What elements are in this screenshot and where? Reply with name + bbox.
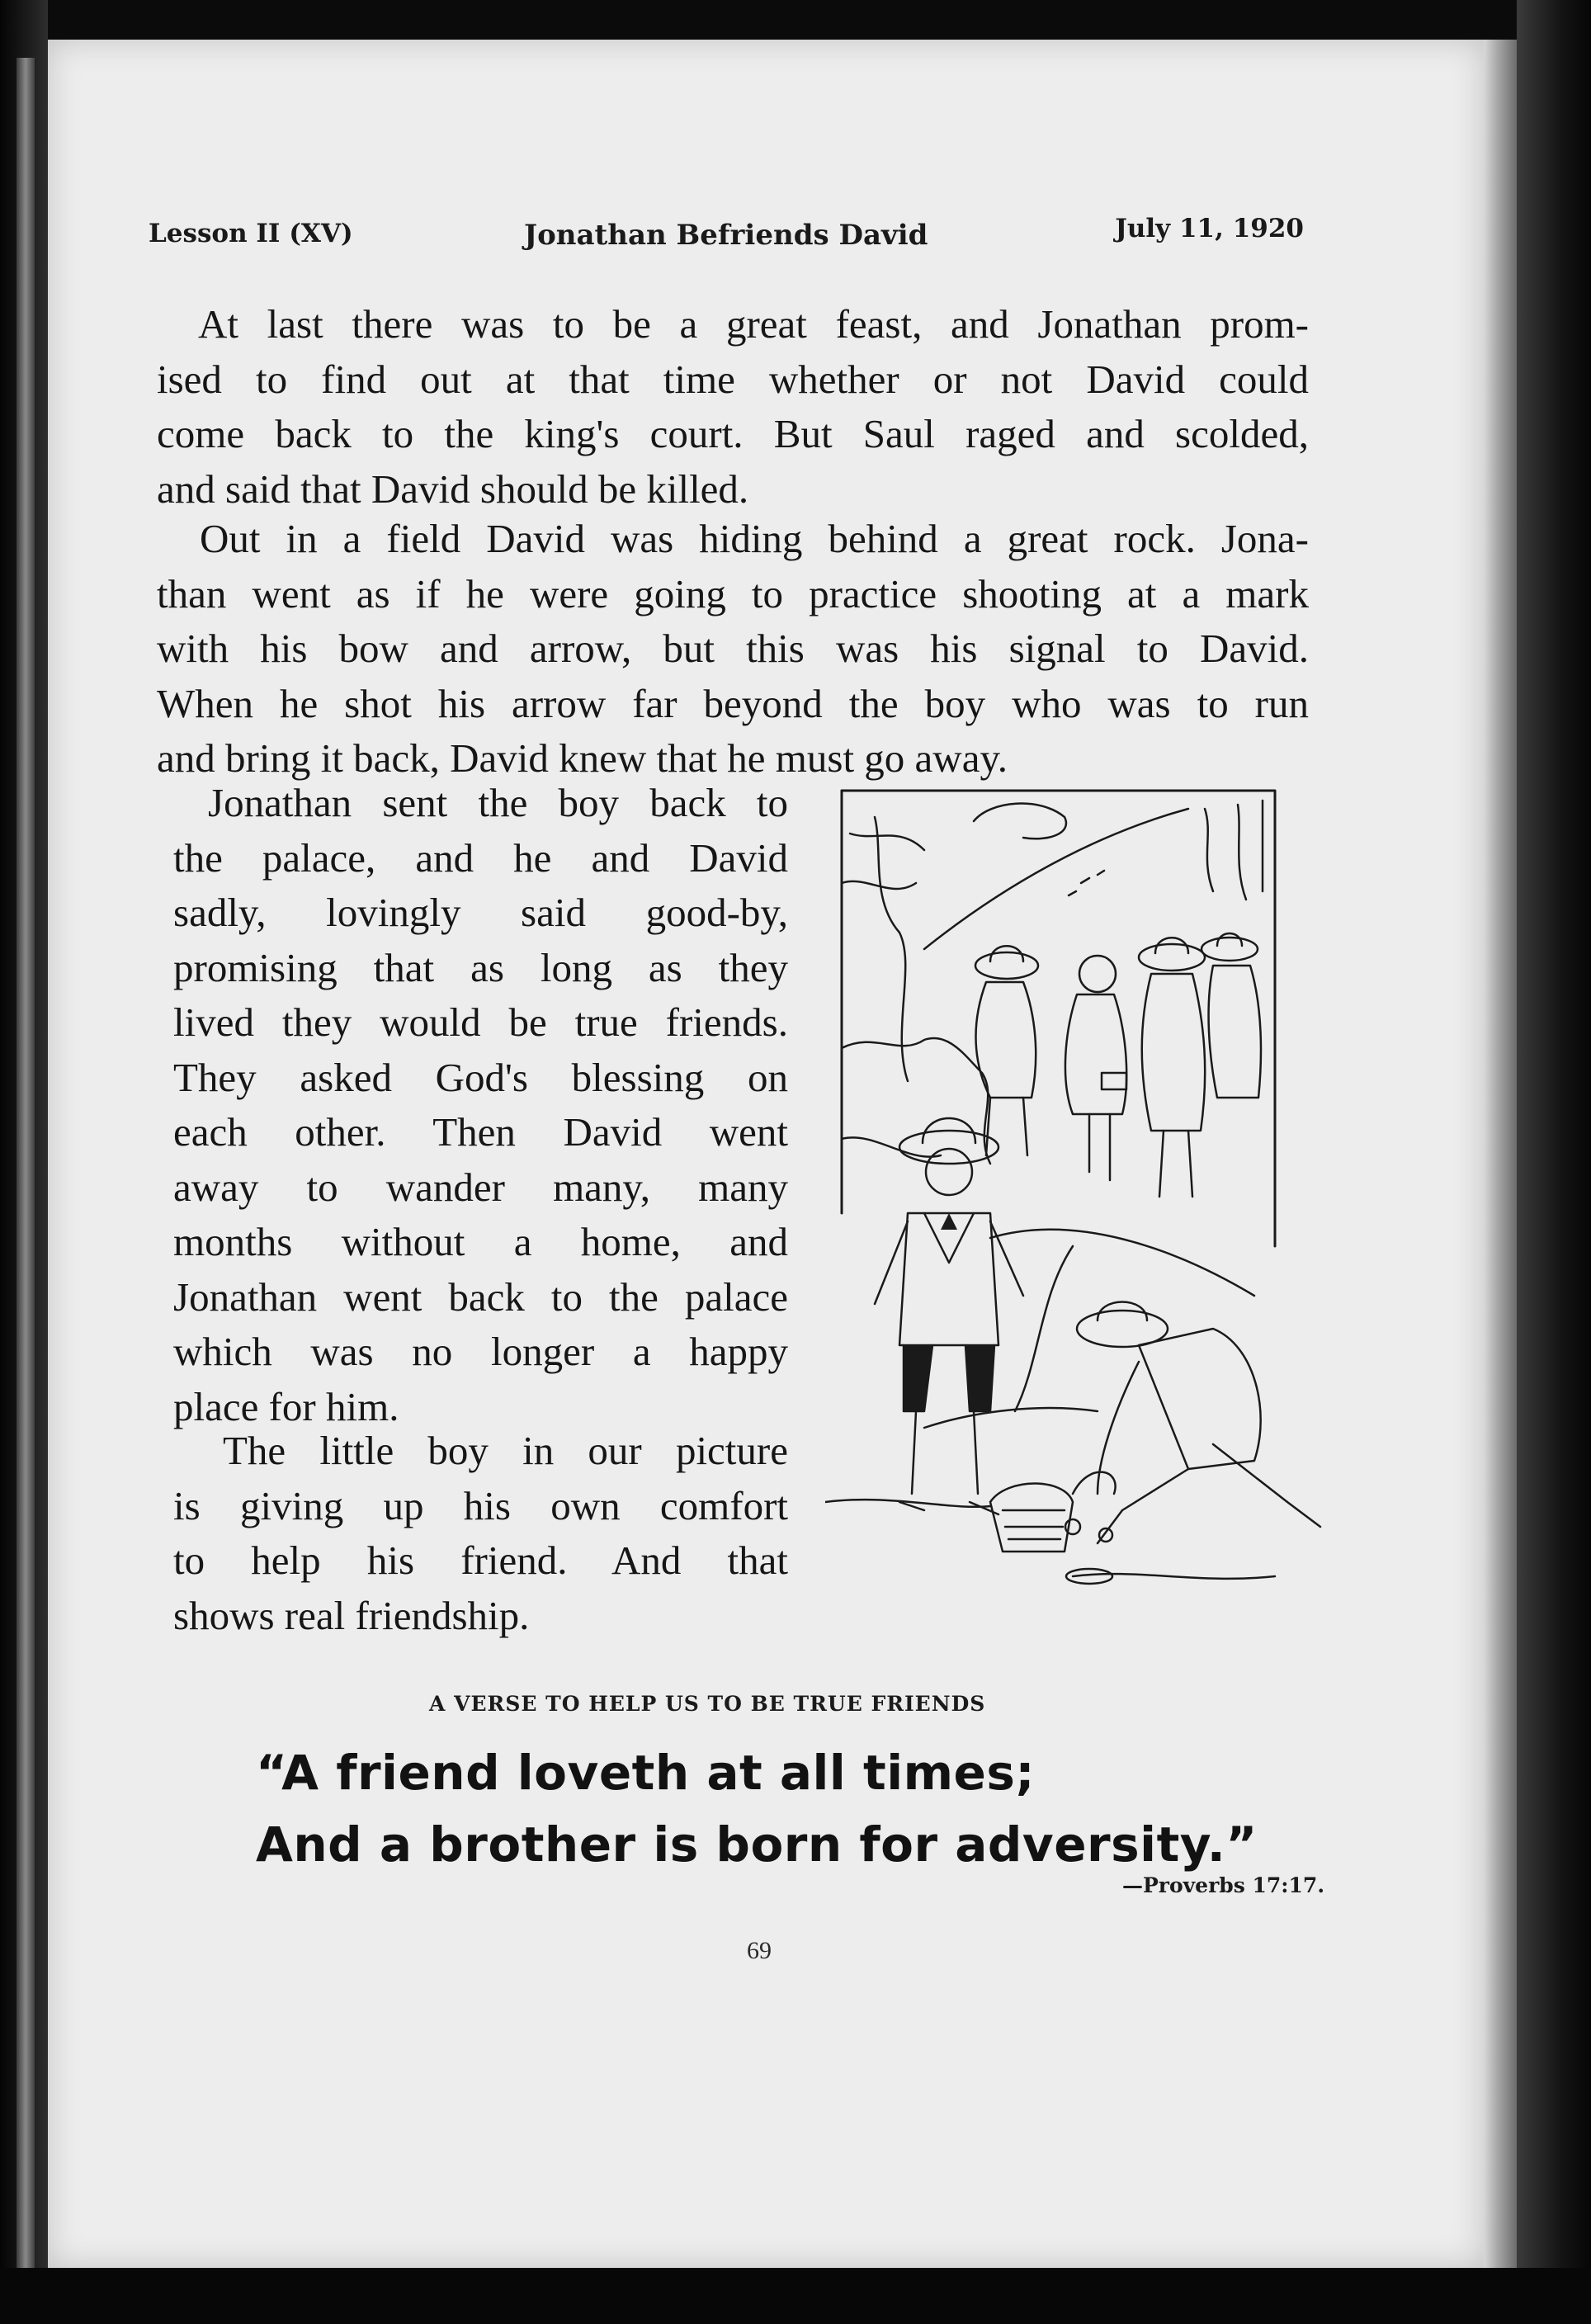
text-line: each other. Then David went	[173, 1109, 788, 1155]
text-line: sadly, lovingly said good-by,	[173, 890, 788, 935]
text-line: promising that as long as they	[173, 944, 788, 990]
text-line: shows real friendship.	[173, 1592, 530, 1638]
lesson-date: July 11, 1920	[1115, 214, 1304, 243]
page-number: 69	[747, 1937, 772, 1964]
text-line: the palace, and he and David	[173, 834, 788, 881]
verse-heading: A VERSE TO HELP US TO BE TRUE FRIENDS	[429, 1692, 986, 1716]
text-line: They asked God's blessing on	[173, 1054, 788, 1100]
text-line: away to wander many, many	[173, 1164, 788, 1210]
scan-bottom-edge	[0, 2268, 1591, 2324]
paragraph-field	[157, 512, 1309, 786]
text-line: Out in a field David was hiding behind a great rock. Jona-	[200, 516, 1309, 561]
text-line: come back to the king's court. But Saul raged and scolded,	[157, 411, 1309, 456]
lesson-title: Jonathan Befriends David	[524, 219, 928, 252]
text-line: than went as if he were going to practice shooting at a mark	[157, 570, 1309, 616]
verse-citation: —Proverbs 17:17.	[1122, 1873, 1325, 1897]
text-line: Jonathan went back to the palace	[173, 1273, 788, 1320]
paragraph-feast	[157, 297, 1309, 517]
paragraph-friendship	[173, 1424, 788, 1643]
scan-right-edge	[1517, 0, 1591, 2324]
text-line: lived they would be true friends.	[173, 999, 788, 1045]
paragraph-farewell	[173, 776, 788, 1434]
text-line: and bring it back, David knew that he must go away.	[157, 735, 1008, 781]
text-line: At last there was to be a great feast, and Jonathan prom-	[198, 301, 1309, 347]
lesson-label: Lesson II (XV)	[149, 219, 353, 248]
verse-line: And a brother is born for adversity.”	[256, 1816, 1258, 1873]
memory-verse	[256, 1737, 1258, 1881]
text-line: months without a home, and	[173, 1219, 788, 1264]
text-line: which was no longer a happy	[173, 1329, 788, 1374]
text-line: place for him.	[173, 1383, 399, 1429]
verse-line: “A friend loveth at all times;	[256, 1745, 1036, 1801]
text-line: to help his friend. And that	[173, 1538, 788, 1583]
page-gutter	[1484, 40, 1517, 2268]
text-line: The little boy in our picture	[223, 1428, 788, 1473]
text-line: When he shot his arrow far beyond the boy who was to run	[157, 680, 1309, 726]
text-line: with his bow and arrow, but this was his signal to David.	[157, 626, 1309, 671]
text-line: is giving up his own comfort	[173, 1482, 788, 1528]
text-line: and said that David should be killed.	[157, 465, 749, 512]
text-line: Jonathan sent the boy back to	[208, 780, 788, 825]
adjacent-page-strip	[17, 58, 35, 2286]
children-illustration	[825, 784, 1324, 1634]
running-header	[149, 214, 1304, 260]
text-line: ised to find out at that time whether or not David could	[157, 356, 1309, 402]
